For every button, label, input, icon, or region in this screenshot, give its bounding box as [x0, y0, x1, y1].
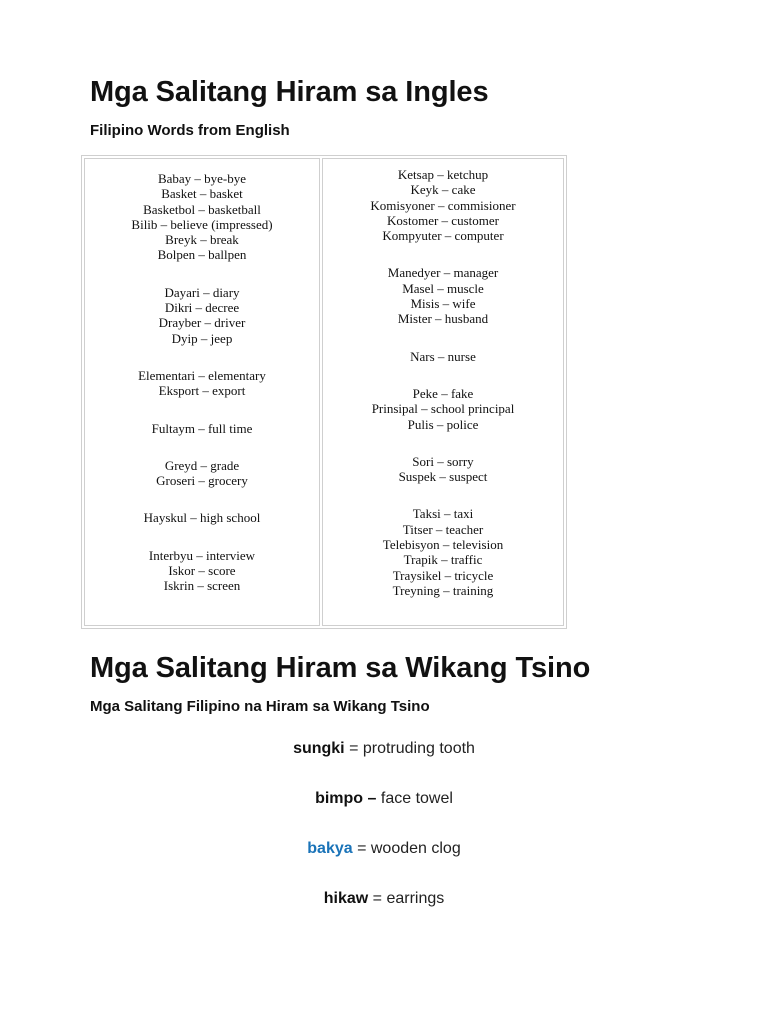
word-entry: Mister – husband	[397, 311, 489, 327]
meaning: earrings	[386, 890, 445, 907]
word-entry: Fultaym – full time	[151, 420, 253, 436]
word-entry: Ketsap – ketchup	[397, 167, 489, 182]
section-subtitle: Mga Salitang Filipino na Hiram sa Wikang Tsino	[90, 698, 430, 715]
word-entry: Elementari – elementary	[138, 367, 266, 383]
word-entry: Dayari – diary	[164, 284, 240, 300]
word-entry: Masel – muscle	[402, 280, 484, 296]
word-entry: Suspek – suspect	[398, 469, 488, 485]
word-group	[323, 386, 563, 432]
term-link[interactable]: bakya	[307, 840, 353, 857]
word-entry: Pulis – police	[407, 416, 479, 432]
word-entry: Nars – nurse	[410, 348, 476, 364]
word-entry: Drayber – driver	[158, 315, 246, 331]
word-entry: Taksi – taxi	[412, 506, 474, 522]
page-title: Mga Salitang Hiram sa Ingles	[90, 76, 489, 108]
word-group	[323, 167, 563, 243]
separator: =	[344, 740, 363, 757]
word-pair	[0, 838, 768, 888]
word-pair-list	[0, 738, 768, 938]
word-entry: Bilib – believe (impressed)	[131, 216, 273, 232]
word-entry: Groseri – grocery	[156, 473, 248, 489]
word-entry: Peke – fake	[412, 385, 474, 401]
word-group	[85, 421, 319, 436]
word-entry: Interbyu – interview	[148, 547, 256, 563]
word-pair	[0, 888, 768, 938]
word-entry: Kostomer – customer	[387, 212, 499, 228]
word-group	[85, 171, 319, 263]
word-entry: Hayskul – high school	[143, 510, 261, 526]
word-entry: Kompyuter – computer	[382, 228, 504, 244]
term: bimpo –	[315, 790, 377, 807]
word-entry: Dikri – decree	[164, 300, 240, 316]
table-column-left	[84, 158, 320, 626]
meaning: protruding tooth	[362, 740, 475, 757]
word-entry: Telebisyon – television	[382, 537, 504, 553]
word-entry: Manedyer – manager	[387, 265, 499, 281]
word-entry: Greyd – grade	[164, 457, 240, 473]
word-pair	[0, 788, 768, 838]
word-entry: Iskor – score	[168, 563, 236, 579]
word-table	[81, 155, 567, 629]
section-subtitle: Filipino Words from English	[90, 122, 290, 139]
section-title: Mga Salitang Hiram sa Wikang Tsino	[90, 652, 591, 684]
meaning: wooden clog	[370, 840, 461, 857]
word-entry: Basketbol – basketball	[143, 201, 261, 217]
word-group	[323, 506, 563, 598]
word-entry: Breyk – break	[165, 232, 239, 248]
word-group	[85, 285, 319, 346]
term: sungki	[293, 740, 345, 757]
word-entry: Misis – wife	[410, 296, 476, 312]
separator: =	[352, 840, 371, 857]
word-group	[323, 265, 563, 326]
word-group	[85, 368, 319, 399]
word-group	[85, 548, 319, 594]
word-entry: Sori – sorry	[412, 453, 474, 469]
meaning: face towel	[380, 790, 453, 807]
word-entry: Titser – teacher	[402, 521, 484, 537]
word-entry: Komisyoner – commisioner	[370, 197, 516, 213]
word-entry: Keyk – cake	[410, 182, 476, 198]
word-entry: Babay – bye-bye	[157, 171, 247, 186]
word-entry: Iskrin – screen	[163, 578, 241, 594]
word-pair	[0, 738, 768, 788]
word-entry: Basket – basket	[161, 186, 243, 202]
word-group	[323, 349, 563, 364]
separator: =	[368, 890, 387, 907]
word-entry: Dyip – jeep	[171, 330, 233, 346]
word-entry: Treyning – training	[392, 582, 494, 598]
word-entry: Eksport – export	[158, 383, 246, 399]
word-entry: Trapik – traffic	[403, 552, 483, 568]
word-group	[85, 510, 319, 525]
table-column-right	[322, 158, 564, 626]
word-group	[323, 454, 563, 485]
word-entry: Bolpen – ballpen	[157, 247, 247, 263]
word-group	[85, 458, 319, 489]
word-entry: Prinsipal – school principal	[371, 401, 515, 417]
term: hikaw	[323, 890, 369, 907]
word-entry: Traysikel – tricycle	[392, 567, 494, 583]
